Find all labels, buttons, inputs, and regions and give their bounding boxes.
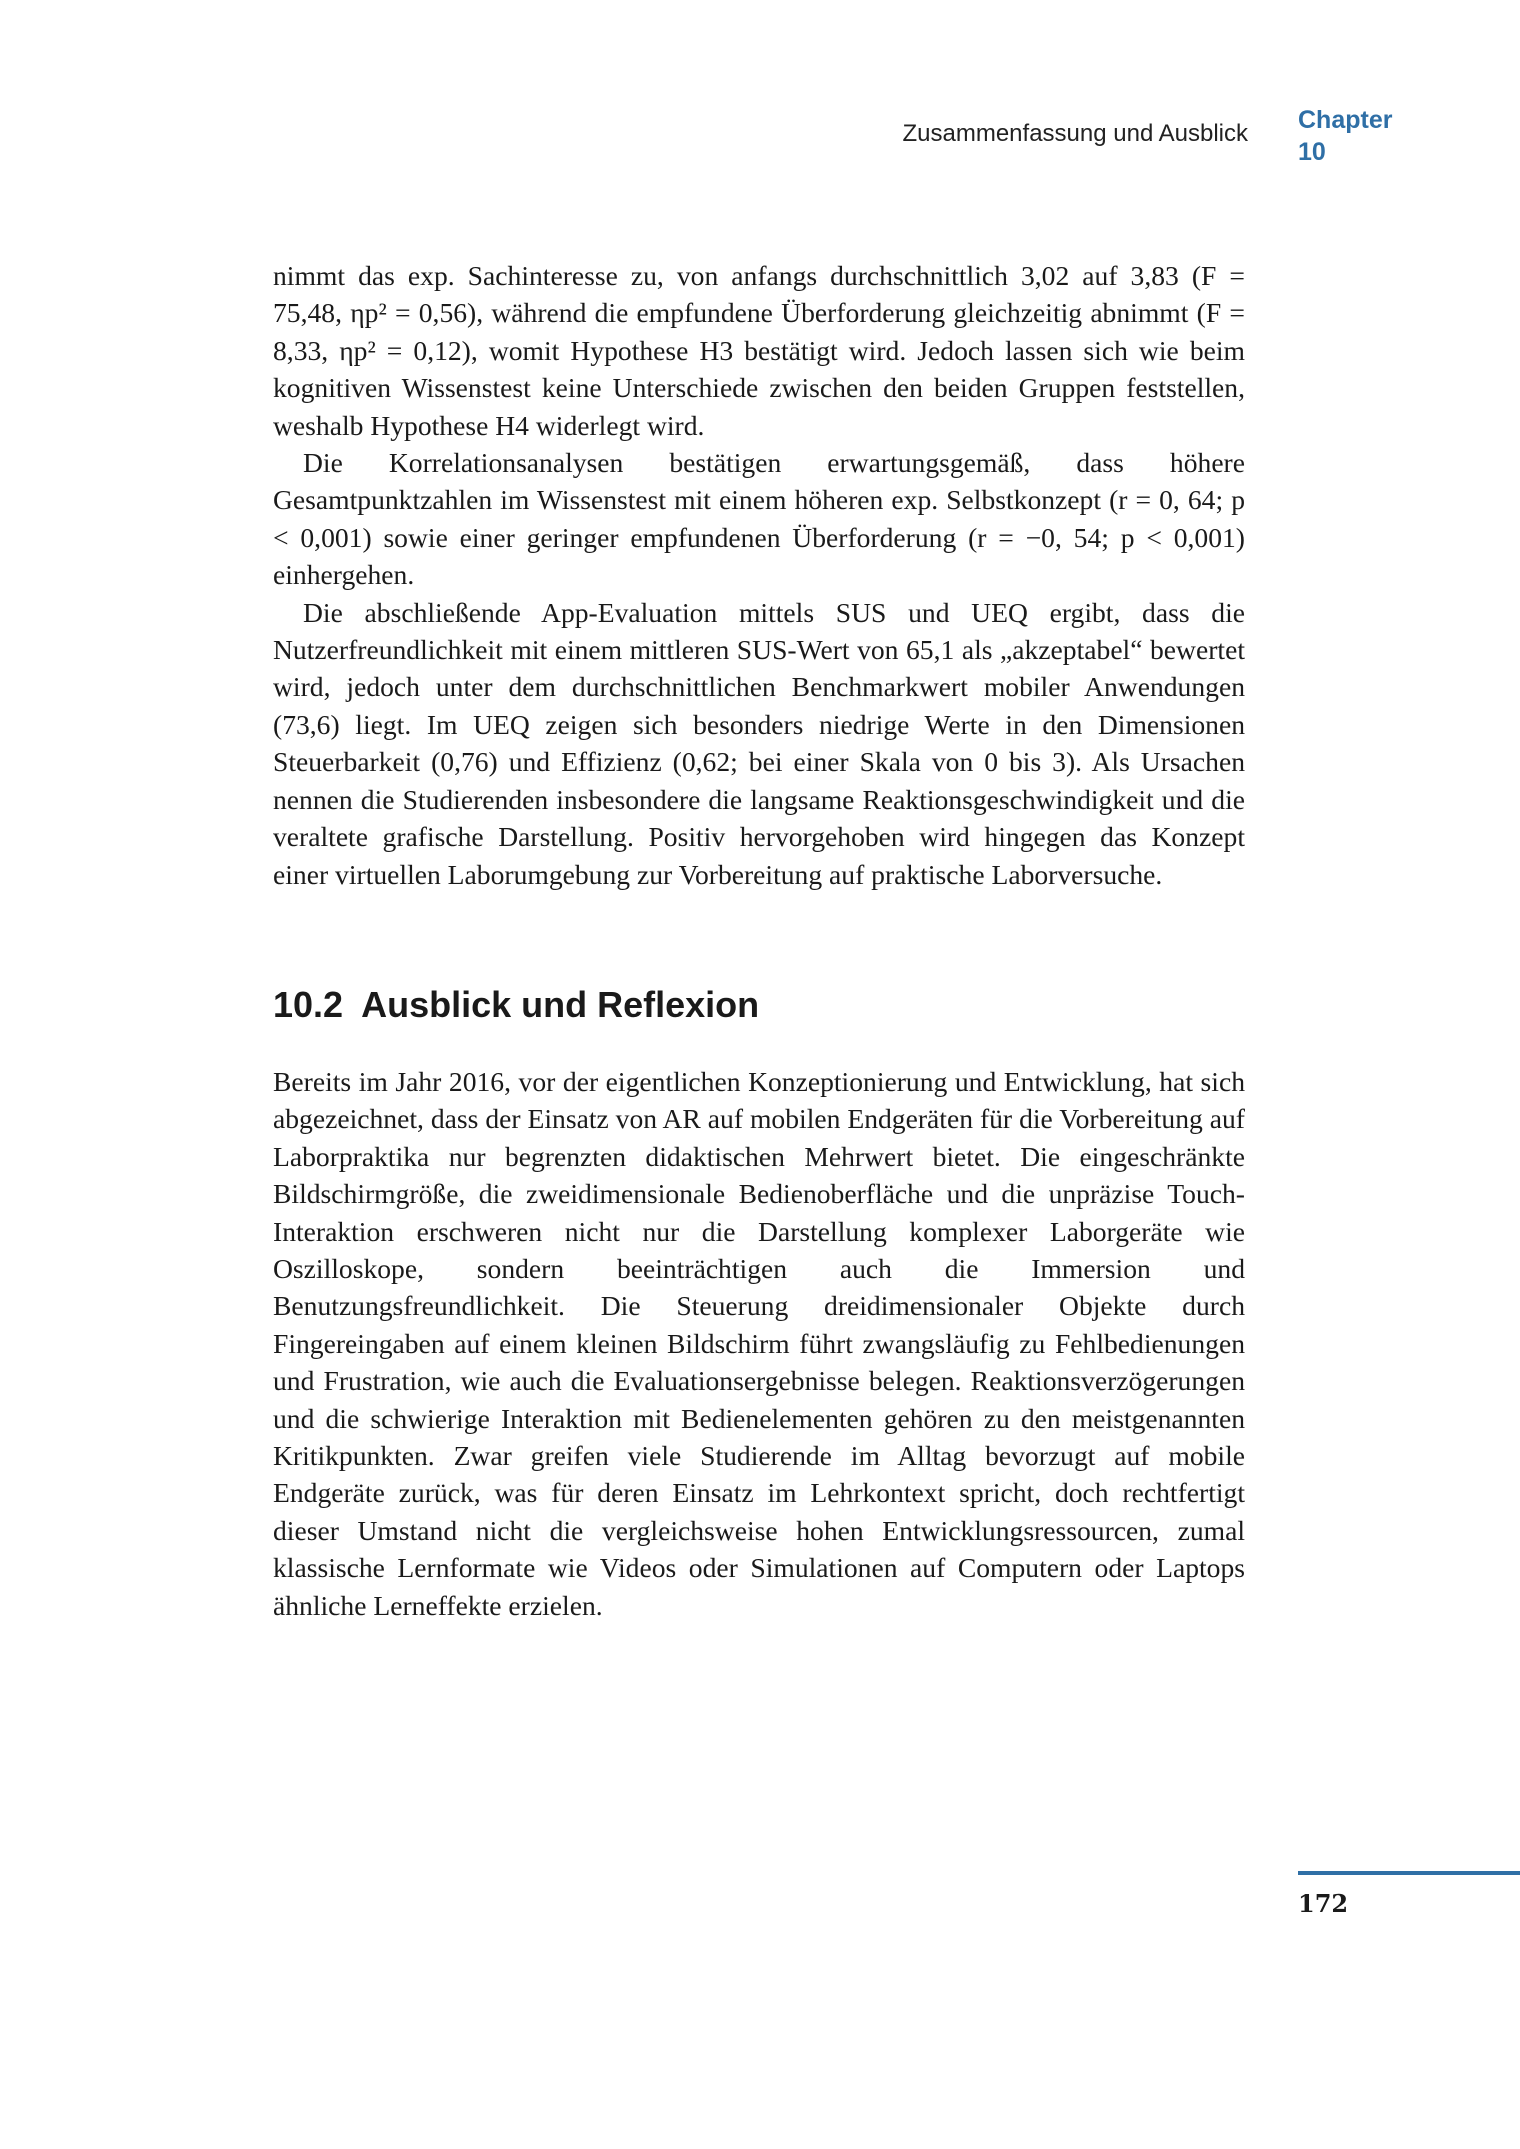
running-header-title: Zusammenfassung und Ausblick — [902, 120, 1248, 147]
section-body — [273, 1063, 1245, 1624]
chapter-tab — [1298, 104, 1392, 168]
paragraph-continuation: nimmt das exp. Sachinteresse zu, von anfangs durchschnittlich 3,02 auf 3,83 (F = 75,48, ηp² = 0,56), während die empfundene Überforderung gleichzeitig abnimmt (F = 8,33, ηp² = 0,12), womit Hypothese H3 bestätigt wird. Jedoch lassen sich wie beim kognitiven Wissenstest keine Unterschiede zwischen den beiden Gruppen feststellen, weshalb Hypothese H4 widerlegt wird. — [273, 260, 1245, 441]
chapter-number: 10 — [1298, 138, 1326, 166]
paragraph-app-evaluation: Die abschließende App-Evaluation mittels SUS und UEQ ergibt, dass die Nutzerfreundlichkeit mit einem mittleren SUS-Wert von 65,1 als „akzeptabel“ bewertet wird, jedoch unter dem durchschnittlichen Benchmarkwert mobiler Anwendungen (73,6) liegt. Im UEQ zeigen sich besonders niedrige Werte in den Dimensionen Steuerbarkeit (0,76) und Effizienz (0,62; bei einer Skala von 0 bis 3). Als Ursachen nennen die Studierenden insbesondere die langsame Reaktionsgeschwindigkeit und die veraltete grafische Darstellung. Positiv hervorgehoben wird hingegen das Konzept einer virtuellen Laborumgebung zur Vorbereitung auf praktische Laborversuche. — [273, 596, 1245, 890]
section-number: 10.2 — [273, 984, 344, 1025]
paragraph-correlation: Die Korrelationsanalysen bestätigen erwartungsgemäß, dass höhere Gesamtpunktzahlen im Wissenstest mit einem höheren exp. Selbstkonzept (r = 0, 64; p < 0,001) sowie einer geringer empfundenen Überforderung (r = −0, 54; p < 0,001) einhergehen. — [273, 447, 1245, 591]
section-title: Ausblick und Reflexion — [361, 984, 760, 1025]
footer-rule — [1298, 1871, 1520, 1875]
section-paragraph: Bereits im Jahr 2016, vor der eigentlichen Konzeptionierung und Entwicklung, hat sich abgezeichnet, dass der Einsatz von AR auf mobilen Endgeräten für die Vorbereitung auf Laborpraktika nur begrenzten didaktischen Mehrwert bietet. Die eingeschränkte Bildschirmgröße, die zweidimensionale Bedienoberfläche und die unpräzise Touch-Interaktion erschweren nicht nur die Darstellung komplexer Laborgeräte wie Oszilloskope, sondern beeinträchtigen auch die Immersion und Benutzungsfreundlichkeit. Die Steuerung dreidimensionaler Objekte durch Fingereingaben auf einem kleinen Bildschirm führt zwangsläufig zu Fehlbedienungen und Frustration, wie auch die Evaluationsergebnisse belegen. Reaktionsverzögerungen und die schwierige Interaktion mit Bedienelementen gehören zu den meistgenannten Kritikpunkten. Zwar greifen viele Studierende im Alltag bevorzugt auf mobile Endgeräte zurück, was für deren Einsatz im Lehrkontext spricht, doch rechtfertigt dieser Umstand nicht die vergleichsweise hohen Entwicklungsressourcen, zumal klassische Lernformate wie Videos oder Simulationen auf Computern oder Laptops ähnliche Lerneffekte erzielen. — [273, 1066, 1245, 1621]
chapter-label: Chapter — [1298, 106, 1393, 134]
body-text — [273, 257, 1245, 893]
section-heading — [273, 984, 759, 1026]
page-number: 172 — [1298, 1889, 1349, 1918]
